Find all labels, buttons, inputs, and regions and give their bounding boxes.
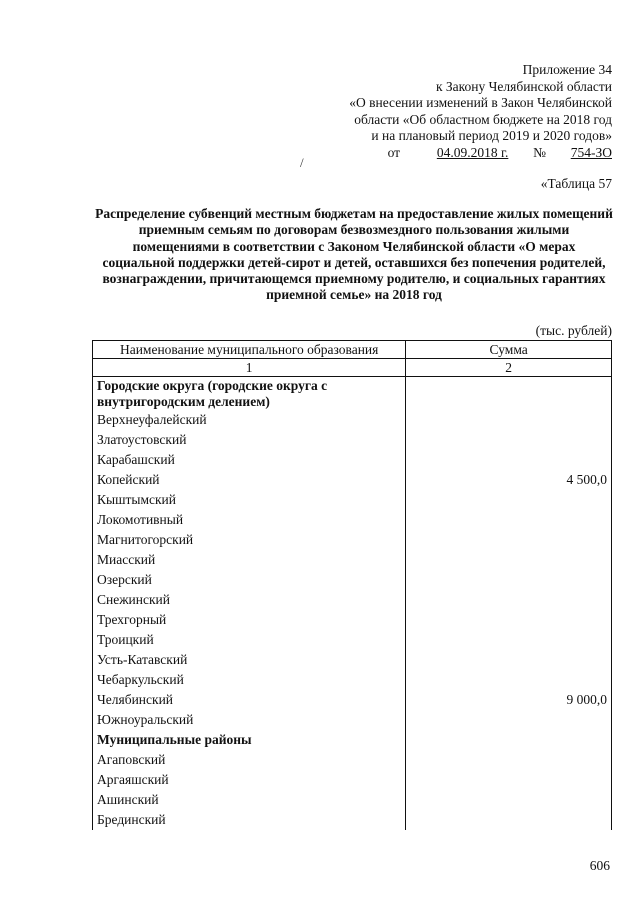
table-header-row (93, 341, 612, 359)
from-label: от (387, 144, 401, 160)
table-row (93, 670, 612, 690)
col-number-1: 1 (93, 359, 406, 377)
municipality-name: Карабашский (93, 450, 406, 470)
column-number-row (93, 359, 612, 377)
document-title: Распределение субвенций местным бюджетам на предоставление жилых помещений приемным семьям по договорам безвозмездного пользования жилыми помещениями в соответствии с Законом Челябинской области «О мерах социальной поддержки детей-сирот и детей, оставшихся без попечения родителей, вознаграждении, причитающемся приемному родителю, и социальных гарантиях приемной семье» на 2018 год (95, 206, 613, 303)
group-title: Муниципальные районы (93, 730, 406, 750)
subsidy-sum (406, 530, 612, 550)
signature-line (349, 145, 612, 162)
municipality-name: Агаповский (93, 750, 406, 770)
subsidy-sum (406, 570, 612, 590)
col-header-municipality: Наименование муниципального образования (93, 341, 406, 359)
group-title: Городские округа (городские округа с внутригородским делением) (93, 377, 406, 411)
table-row (93, 430, 612, 450)
municipality-name: Аргаяшский (93, 770, 406, 790)
subsidy-sum (406, 750, 612, 770)
page-number: 606 (589, 858, 610, 873)
table-row (93, 470, 612, 490)
law-number: 754-ЗО (570, 144, 612, 160)
table-row (93, 750, 612, 770)
municipality-name: Верхнеуфалейский (93, 410, 406, 430)
subsidy-sum (406, 710, 612, 730)
col-header-sum: Сумма (406, 341, 612, 359)
table-row (93, 570, 612, 590)
header-line: области «Об областном бюджете на 2018 год (354, 111, 612, 127)
table-row (93, 790, 612, 810)
header-line: и на плановый период 2019 и 2020 годов» (371, 128, 612, 143)
table-row (93, 490, 612, 510)
municipality-name: Троицкий (93, 630, 406, 650)
subsidy-sum (406, 610, 612, 630)
table-row (93, 610, 612, 630)
appendix-header (349, 62, 612, 161)
municipality-name: Локомотивный (93, 510, 406, 530)
table-row (93, 450, 612, 470)
table-row (93, 650, 612, 670)
subsidy-sum (406, 810, 612, 830)
municipality-name: Копейский (93, 470, 406, 490)
table-row (93, 590, 612, 610)
municipality-name: Челябинский (93, 690, 406, 710)
subsidy-sum (406, 790, 612, 810)
municipality-name: Брединский (93, 810, 406, 830)
table-row (93, 810, 612, 830)
municipality-name: Усть-Катавский (93, 650, 406, 670)
municipality-name: Магнитогорский (93, 530, 406, 550)
group-row-districts (93, 730, 612, 750)
subsidy-sum (406, 510, 612, 530)
table-row (93, 690, 612, 710)
subsidy-sum (406, 450, 612, 470)
table-row (93, 410, 612, 430)
subsidy-sum (406, 430, 612, 450)
subsidy-sum (406, 590, 612, 610)
subsidy-sum (406, 770, 612, 790)
header-line: Приложение 34 (522, 62, 612, 77)
number-label: № (533, 144, 546, 160)
law-date: 04.09.2018 г. (436, 144, 509, 160)
table-row (93, 510, 612, 530)
subsidy-sum (406, 550, 612, 570)
subsidy-sum (406, 630, 612, 650)
stray-mark: / (300, 155, 304, 170)
col-number-2: 2 (406, 359, 612, 377)
municipality-name: Ашинский (93, 790, 406, 810)
header-line: «О внесении изменений в Закон Челябинской (349, 95, 612, 110)
table-row (93, 630, 612, 650)
units-label: (тыс. рублей) (535, 323, 612, 338)
subsidy-sum (406, 490, 612, 510)
subsidy-table (92, 340, 612, 830)
municipality-name: Снежинский (93, 590, 406, 610)
table-row (93, 550, 612, 570)
group-row-urban (93, 377, 612, 411)
table-label: «Таблица 57 (540, 176, 612, 191)
municipality-name: Трехгорный (93, 610, 406, 630)
header-line: к Закону Челябинской области (435, 78, 612, 94)
municipality-name: Южноуральский (93, 710, 406, 730)
subsidy-sum (406, 410, 612, 430)
subsidy-sum: 9 000,0 (406, 690, 612, 710)
subsidy-sum (406, 650, 612, 670)
table-row (93, 770, 612, 790)
municipality-name: Златоустовский (93, 430, 406, 450)
table-row (93, 710, 612, 730)
subsidy-sum (406, 670, 612, 690)
subsidy-sum: 4 500,0 (406, 470, 612, 490)
municipality-name: Кыштымский (93, 490, 406, 510)
table-row (93, 530, 612, 550)
municipality-name: Чебаркульский (93, 670, 406, 690)
municipality-name: Миасский (93, 550, 406, 570)
municipality-name: Озерский (93, 570, 406, 590)
